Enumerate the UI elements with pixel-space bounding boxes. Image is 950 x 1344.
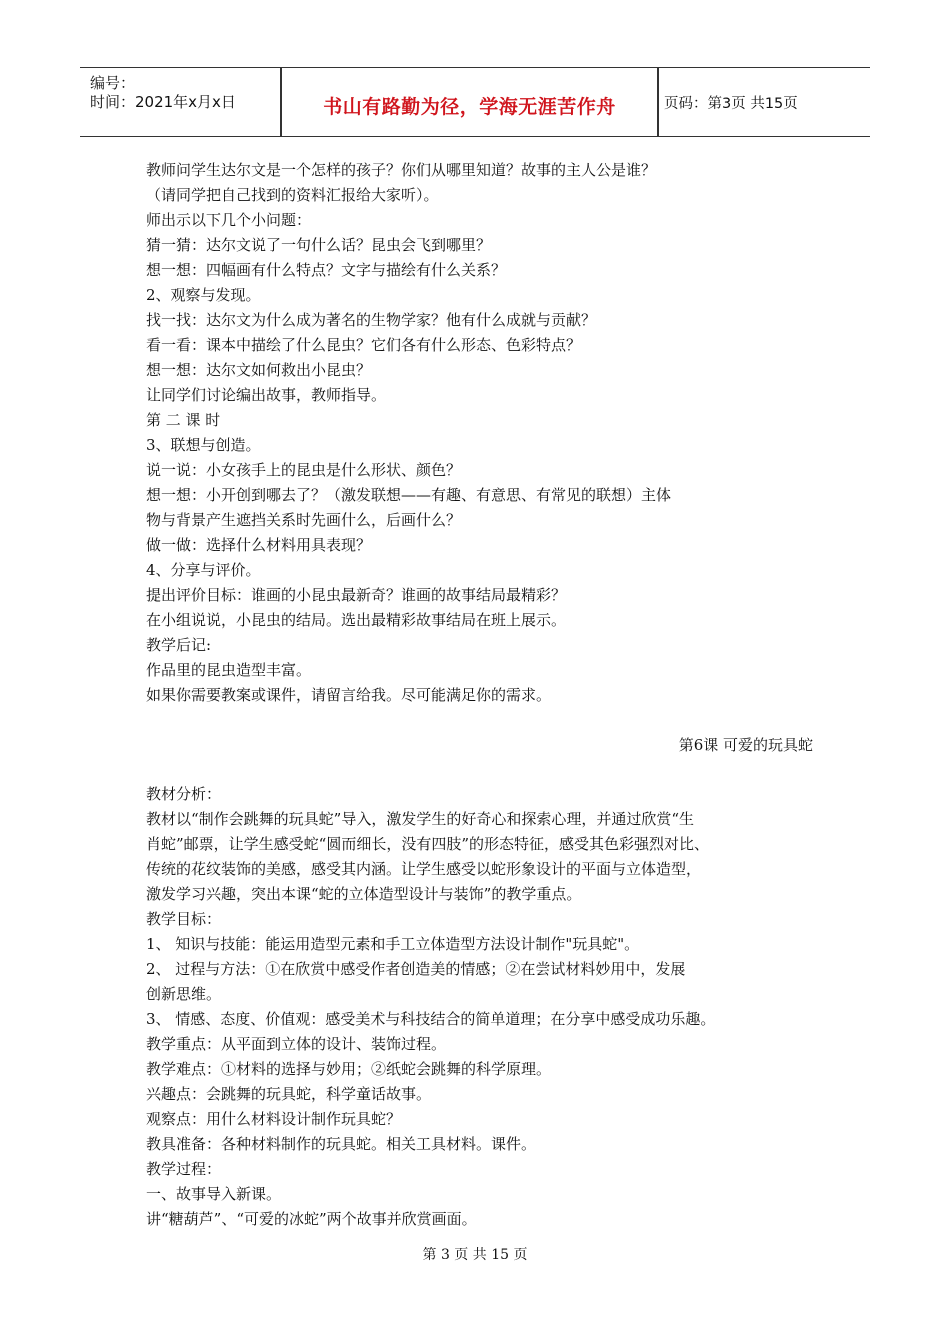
text-line: 教师问学生达尔文是一个怎样的孩子？你们从哪里知道？故事的主人公是谁？ <box>146 161 657 179</box>
text-line: 看一看：课本中描绘了什么昆虫？它们各有什么形态、色彩特点？ <box>146 336 582 354</box>
text-line: （请同学把自己找到的资料汇报给大家听）。 <box>146 186 439 204</box>
body-section-2 <box>146 782 826 1232</box>
text-line: 教学重点：从平面到立体的设计、装饰过程。 <box>146 1035 447 1053</box>
text-line: 肖蛇”邮票，让学生感受蛇“圆而细长，没有四肢”的形态特征，感受其色彩强烈对比、 <box>146 835 710 853</box>
text-line: 在小组说说，小昆虫的结局。选出最精彩故事结局在班上展示。 <box>146 611 567 629</box>
text-line: 观察点：用什么材料设计制作玩具蛇？ <box>146 1110 402 1128</box>
text-line: 如果你需要教案或课件，请留言给我。尽可能满足你的需求。 <box>146 686 552 704</box>
text-line: 1、 知识与技能：能运用造型元素和手工立体造型方法设计制作"玩具蛇"。 <box>146 935 640 953</box>
text-line: 4、分享与评价。 <box>146 561 261 579</box>
text-line: 物与背景产生遮挡关系时先画什么，后画什么？ <box>146 511 462 529</box>
page-footer: 第 3 页 共 15 页 <box>422 1247 528 1263</box>
text-line: 创新思维。 <box>146 985 222 1003</box>
text-line: 教学后记: <box>146 636 212 654</box>
text-line: 说一说：小女孩手上的昆虫是什么形状、颜色？ <box>146 461 462 479</box>
text-line: 提出评价目标：谁画的小昆虫最新奇？谁画的故事结局最精彩？ <box>146 586 567 604</box>
text-line: 2、 过程与方法：①在欣赏中感受作者创造美的情感；②在尝试材料妙用中，发展 <box>146 960 686 978</box>
text-line: 做一做：选择什么材料用具表现？ <box>146 536 372 554</box>
header-table <box>80 67 870 137</box>
text-line: 传统的花纹装饰的美感，感受其内涵。让学生感受以蛇形象设计的平面与立体造型， <box>146 860 702 878</box>
text-line: 让同学们讨论编出故事，教师指导。 <box>146 386 387 404</box>
body-section-1 <box>146 158 826 708</box>
date-label: 时间：2021年x月x日 <box>90 93 236 111</box>
page-info: 页码：第3页 共15页 <box>664 96 798 112</box>
number-label: 编号： <box>90 74 136 92</box>
text-line: 教材以“制作会跳舞的玩具蛇”导入，激发学生的好奇心和探索心理，并通过欣赏“生 <box>146 810 695 828</box>
text-line: 想一想：四幅画有什么特点？文字与描绘有什么关系？ <box>146 261 507 279</box>
header-left <box>90 74 236 112</box>
text-line: 作品里的昆虫造型丰富。 <box>146 661 312 679</box>
text-line: 教学难点：①材料的选择与妙用；②纸蛇会跳舞的科学原理。 <box>146 1060 552 1078</box>
text-line: 找一找：达尔文为什么成为著名的生物学家？他有什么成就与贡献？ <box>146 311 597 329</box>
text-line: 兴趣点：会跳舞的玩具蛇，科学童话故事。 <box>146 1085 432 1103</box>
text-line: 2、观察与发现。 <box>146 286 261 304</box>
text-line: 3、 情感、态度、价值观：感受美术与科技结合的简单道理；在分享中感受成功乐趣。 <box>146 1010 716 1028</box>
text-line: 师出示以下几个小问题： <box>146 211 312 229</box>
text-line: 讲“糖葫芦”、“可爱的冰蛇”两个故事并欣赏画面。 <box>146 1210 477 1228</box>
text-line: 激发学习兴趣，突出本课“蛇的立体造型设计与装饰”的教学重点。 <box>146 885 582 903</box>
lesson-title: 第6课 可爱的玩具蛇 <box>678 736 813 754</box>
text-line: 一、故事导入新课。 <box>146 1185 282 1203</box>
text-line: 猜一猜：达尔文说了一句什么话？昆虫会飞到哪里？ <box>146 236 492 254</box>
motto: 书山有路勤为径，学海无涯苦作舟 <box>323 96 616 118</box>
header-divider <box>657 68 659 136</box>
text-line: 想一想：达尔文如何救出小昆虫？ <box>146 361 372 379</box>
text-line: 第 二 课 时 <box>146 411 221 429</box>
text-line: 教材分析： <box>146 785 222 803</box>
text-line: 教学目标： <box>146 910 222 928</box>
text-line: 教学过程： <box>146 1160 222 1178</box>
text-line: 想一想：小开创到哪去了？（激发联想——有趣、有意思、有常见的联想）主体 <box>146 486 672 504</box>
text-line: 教具准备：各种材料制作的玩具蛇。相关工具材料。课件。 <box>146 1135 537 1153</box>
text-line: 3、联想与创造。 <box>146 436 261 454</box>
